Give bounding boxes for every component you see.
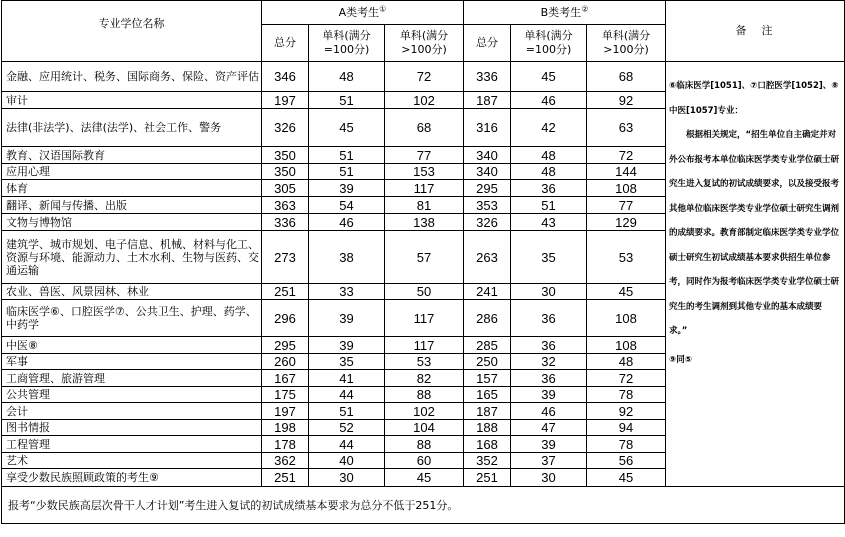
major-name-cell: 农业、兽医、风景园林、林业: [2, 284, 262, 300]
b-single-gt100-cell: 108: [587, 180, 666, 197]
header-group-a: [262, 1, 464, 25]
a-single-eq100-cell: 38: [309, 231, 385, 284]
b-total-cell: 168: [464, 436, 511, 453]
major-name-cell: 法律(非法学)、法律(法学)、社会工作、警务: [2, 109, 262, 147]
a-single-gt100-cell: 117: [385, 300, 464, 337]
major-name-cell: 工商管理、旅游管理: [2, 370, 262, 387]
a-single-gt100-cell: 138: [385, 214, 464, 231]
major-name-cell: 审计: [2, 92, 262, 109]
b-total-cell: 326: [464, 214, 511, 231]
a-single-gt100-cell: 81: [385, 197, 464, 214]
a-single-eq100-cell: 39: [309, 337, 385, 354]
a-single-gt100-cell: 88: [385, 387, 464, 403]
b-total-cell: 340: [464, 164, 511, 180]
b-total-cell: 187: [464, 403, 511, 420]
b-single-eq100-cell: 48: [511, 164, 587, 180]
b-single-eq100-cell: 39: [511, 436, 587, 453]
a-single-gt100-cell: 88: [385, 436, 464, 453]
b-single-gt100-cell: 56: [587, 453, 666, 469]
a-single-gt100-cell: 57: [385, 231, 464, 284]
b-single-eq100-cell: 48: [511, 147, 587, 164]
a-total-cell: 260: [262, 354, 309, 370]
b-total-cell: 157: [464, 370, 511, 387]
a-single-gt100-cell: 53: [385, 354, 464, 370]
b-single-gt100-cell: 63: [587, 109, 666, 147]
major-name-cell: 公共管理: [2, 387, 262, 403]
b-total-cell: 263: [464, 231, 511, 284]
b-single-eq100-cell: 51: [511, 197, 587, 214]
a-total-cell: 167: [262, 370, 309, 387]
major-name-cell: 工程管理: [2, 436, 262, 453]
b-total-cell: 353: [464, 197, 511, 214]
major-name-cell: 享受少数民族照顾政策的考生⑨: [2, 469, 262, 487]
a-single-gt100-cell: 117: [385, 337, 464, 354]
header-remarks: 备 注: [666, 1, 845, 62]
b-total-cell: 352: [464, 453, 511, 469]
header-group-a-label: A类考生: [338, 5, 380, 19]
b-single-gt100-cell: 108: [587, 300, 666, 337]
b-single-gt100-cell: 68: [587, 62, 666, 92]
b-single-gt100-cell: 45: [587, 469, 666, 487]
b-single-gt100-cell: 144: [587, 164, 666, 180]
a-single-gt100-cell: 102: [385, 92, 464, 109]
remarks-line3: ⑨同⑤: [669, 354, 692, 365]
major-name-cell: 金融、应用统计、税务、国际商务、保险、资产评估: [2, 62, 262, 92]
b-single-gt100-cell: 53: [587, 231, 666, 284]
a-single-eq100-cell: 39: [309, 180, 385, 197]
a-total-cell: 295: [262, 337, 309, 354]
b-total-cell: 285: [464, 337, 511, 354]
header-group-b: [464, 1, 666, 25]
a-total-cell: 251: [262, 469, 309, 487]
a-total-cell: 273: [262, 231, 309, 284]
b-single-gt100-cell: 72: [587, 147, 666, 164]
major-name-cell: 临床医学⑥、口腔医学⑦、公共卫生、护理、药学、中药学: [2, 300, 262, 337]
a-single-eq100-cell: 51: [309, 147, 385, 164]
major-name-cell: 应用心理: [2, 164, 262, 180]
a-total-cell: 251: [262, 284, 309, 300]
header-b-total: 总分: [464, 25, 511, 62]
b-single-eq100-cell: 36: [511, 180, 587, 197]
remarks-line2: 根据相关规定，“招生单位自主确定并对外公布报考本单位临床医学类专业学位硕士研究生进入复试的初试成绩要求，以及接受报考其他单位临床医学类专业学位硕士研究生调剂的成绩要求。教育部制定临床医学类专业学位硕士研究生初试成绩基本要求供招生单位参考，同时作为报考临床医学类专业学位硕士研究生的考生调剂到其他专业的基本成绩要求。”: [669, 130, 840, 336]
a-single-eq100-cell: 40: [309, 453, 385, 469]
a-single-eq100-cell: 35: [309, 354, 385, 370]
remarks-line1: ⑥临床医学[1051]、⑦口腔医学[1052]、⑧中医[1057]专业：: [669, 81, 839, 116]
b-total-cell: 295: [464, 180, 511, 197]
b-single-gt100-cell: 77: [587, 197, 666, 214]
header-group-b-mark: ②: [581, 3, 589, 13]
a-total-cell: 197: [262, 92, 309, 109]
header-b-single-eq100: 单科(满分=100分): [511, 25, 587, 62]
b-total-cell: 316: [464, 109, 511, 147]
b-single-eq100-cell: 39: [511, 387, 587, 403]
b-total-cell: 250: [464, 354, 511, 370]
a-total-cell: 296: [262, 300, 309, 337]
b-total-cell: 251: [464, 469, 511, 487]
major-name-cell: 教育、汉语国际教育: [2, 147, 262, 164]
b-single-gt100-cell: 108: [587, 337, 666, 354]
a-total-cell: 350: [262, 147, 309, 164]
b-single-gt100-cell: 92: [587, 92, 666, 109]
a-single-eq100-cell: 41: [309, 370, 385, 387]
b-single-eq100-cell: 42: [511, 109, 587, 147]
b-total-cell: 286: [464, 300, 511, 337]
footer-row: [2, 487, 845, 524]
a-total-cell: 326: [262, 109, 309, 147]
b-single-gt100-cell: 94: [587, 420, 666, 436]
major-name-cell: 艺术: [2, 453, 262, 469]
a-single-eq100-cell: 44: [309, 387, 385, 403]
b-single-gt100-cell: 78: [587, 387, 666, 403]
b-single-eq100-cell: 30: [511, 469, 587, 487]
a-single-eq100-cell: 30: [309, 469, 385, 487]
major-name-cell: 图书情报: [2, 420, 262, 436]
header-group-b-label: B类考生: [540, 5, 582, 19]
b-total-cell: 340: [464, 147, 511, 164]
b-single-eq100-cell: 47: [511, 420, 587, 436]
a-total-cell: 197: [262, 403, 309, 420]
b-single-eq100-cell: 36: [511, 337, 587, 354]
a-single-eq100-cell: 46: [309, 214, 385, 231]
b-single-eq100-cell: 35: [511, 231, 587, 284]
a-total-cell: 198: [262, 420, 309, 436]
b-single-eq100-cell: 36: [511, 300, 587, 337]
b-single-eq100-cell: 32: [511, 354, 587, 370]
major-name-cell: 会计: [2, 403, 262, 420]
score-table: [1, 0, 845, 524]
b-single-gt100-cell: 48: [587, 354, 666, 370]
a-single-gt100-cell: 102: [385, 403, 464, 420]
major-name-cell: 文物与博物馆: [2, 214, 262, 231]
b-total-cell: 336: [464, 62, 511, 92]
header-a-total: 总分: [262, 25, 309, 62]
b-total-cell: 165: [464, 387, 511, 403]
a-total-cell: 336: [262, 214, 309, 231]
b-single-eq100-cell: 43: [511, 214, 587, 231]
b-single-eq100-cell: 36: [511, 370, 587, 387]
b-single-gt100-cell: 45: [587, 284, 666, 300]
a-total-cell: 346: [262, 62, 309, 92]
b-single-eq100-cell: 37: [511, 453, 587, 469]
table-row: [2, 62, 845, 92]
b-single-eq100-cell: 30: [511, 284, 587, 300]
a-single-eq100-cell: 51: [309, 92, 385, 109]
major-name-cell: 军事: [2, 354, 262, 370]
b-single-gt100-cell: 72: [587, 370, 666, 387]
a-single-eq100-cell: 51: [309, 403, 385, 420]
major-name-cell: 体育: [2, 180, 262, 197]
a-total-cell: 350: [262, 164, 309, 180]
a-single-eq100-cell: 52: [309, 420, 385, 436]
a-single-gt100-cell: 72: [385, 62, 464, 92]
b-total-cell: 188: [464, 420, 511, 436]
b-total-cell: 241: [464, 284, 511, 300]
major-name-cell: 中医⑧: [2, 337, 262, 354]
b-single-eq100-cell: 45: [511, 62, 587, 92]
header-major-name: 专业学位名称: [2, 1, 262, 62]
a-single-eq100-cell: 51: [309, 164, 385, 180]
a-single-gt100-cell: 77: [385, 147, 464, 164]
b-single-gt100-cell: 129: [587, 214, 666, 231]
a-total-cell: 305: [262, 180, 309, 197]
major-name-cell: 翻译、新闻与传播、出版: [2, 197, 262, 214]
a-single-eq100-cell: 54: [309, 197, 385, 214]
a-single-eq100-cell: 45: [309, 109, 385, 147]
a-single-eq100-cell: 39: [309, 300, 385, 337]
a-single-gt100-cell: 45: [385, 469, 464, 487]
b-single-gt100-cell: 92: [587, 403, 666, 420]
a-single-gt100-cell: 153: [385, 164, 464, 180]
a-total-cell: 178: [262, 436, 309, 453]
b-total-cell: 187: [464, 92, 511, 109]
header-b-single-gt100: 单科(满分>100分): [587, 25, 666, 62]
a-single-gt100-cell: 117: [385, 180, 464, 197]
header-a-single-gt100: 单科(满分>100分): [385, 25, 464, 62]
a-single-eq100-cell: 48: [309, 62, 385, 92]
b-single-gt100-cell: 78: [587, 436, 666, 453]
header-a-single-eq100: 单科(满分=100分): [309, 25, 385, 62]
a-total-cell: 363: [262, 197, 309, 214]
a-single-gt100-cell: 68: [385, 109, 464, 147]
a-single-gt100-cell: 82: [385, 370, 464, 387]
footer-note: 报考“少数民族高层次骨干人才计划”考生进入复试的初试成绩基本要求为总分不低于251分。: [2, 487, 845, 524]
a-single-gt100-cell: 104: [385, 420, 464, 436]
header-group-a-mark: ①: [379, 3, 387, 13]
a-total-cell: 175: [262, 387, 309, 403]
b-single-eq100-cell: 46: [511, 403, 587, 420]
remarks-cell: [666, 62, 845, 487]
a-total-cell: 362: [262, 453, 309, 469]
b-single-eq100-cell: 46: [511, 92, 587, 109]
a-single-eq100-cell: 44: [309, 436, 385, 453]
major-name-cell: 建筑学、城市规划、电子信息、机械、材料与化工、资源与环境、能源动力、土木水利、生物与医药、交通运输: [2, 231, 262, 284]
a-single-gt100-cell: 50: [385, 284, 464, 300]
a-single-eq100-cell: 33: [309, 284, 385, 300]
a-single-gt100-cell: 60: [385, 453, 464, 469]
